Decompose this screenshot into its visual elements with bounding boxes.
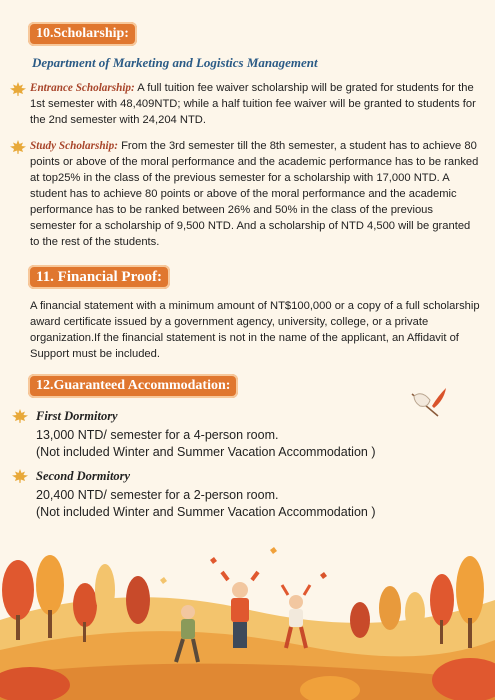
first-dormitory-price: 13,000 NTD/ semester for a 4-person room. — [36, 428, 279, 442]
entrance-scholarship-text: A full tuition fee waiver scholarship will be grated for students for the 1st semester with 48,409NTD; while a half tuition fee waiver will be granted to students for the 2nd semester with 24,204 NTD. — [30, 82, 476, 126]
entrance-scholarship-paragraph — [30, 80, 480, 128]
study-scholarship-label: Study Scholarship: — [30, 140, 118, 152]
section-heading-scholarship: 10.Scholarship: — [28, 22, 137, 46]
second-dormitory-note: (Not included Winter and Summer Vacation Accommodation ) — [36, 505, 376, 519]
first-dormitory-note: (Not included Winter and Summer Vacation Accommodation ) — [36, 445, 376, 459]
second-dormitory-price: 20,400 NTD/ semester for a 2-person room. — [36, 488, 279, 502]
first-dormitory-title: First Dormitory — [36, 409, 118, 423]
autumn-landscape-illustration — [0, 520, 495, 700]
maple-leaf-icon — [12, 469, 28, 483]
second-dormitory-title: Second Dormitory — [36, 469, 131, 483]
maple-leaf-icon — [12, 409, 28, 423]
maple-leaf-icon — [10, 82, 26, 96]
falling-leaf-icon — [408, 386, 448, 426]
section-heading-financial-proof: 11. Financial Proof: — [28, 265, 170, 289]
maple-leaf-icon — [10, 140, 26, 154]
financial-proof-text: A financial statement with a minimum amount of NT$100,000 or a copy of a full scholarship award certificate issued by a government agency, university, college, or a private organization.If the financial statement is not in the name of the applicant, an Affidavit of Support must be included. — [30, 300, 480, 360]
study-scholarship-text: From the 3rd semester till the 8th semester, a student has to achieve 80 points or above of the moral performance and the academic performance has to be ranked at top25% in the class of the previous semester for a scholarship with 17,000 NTD. A student has to achieve 80 points or above of the moral performance and the academic performance has to be ranked between 26% and 50% in the class of the previous semester for a scholarship of 9,500 NTD. And a scholarship of NTD 4,500 will be granted to the rest of the students. — [30, 140, 479, 248]
study-scholarship-paragraph — [30, 138, 482, 250]
section-heading-accommodation: 12.Guaranteed Accommodation: — [28, 374, 238, 398]
entrance-scholarship-label: Entrance Scholarship: — [30, 82, 135, 94]
department-title: Department of Marketing and Logistics Management — [32, 55, 318, 70]
